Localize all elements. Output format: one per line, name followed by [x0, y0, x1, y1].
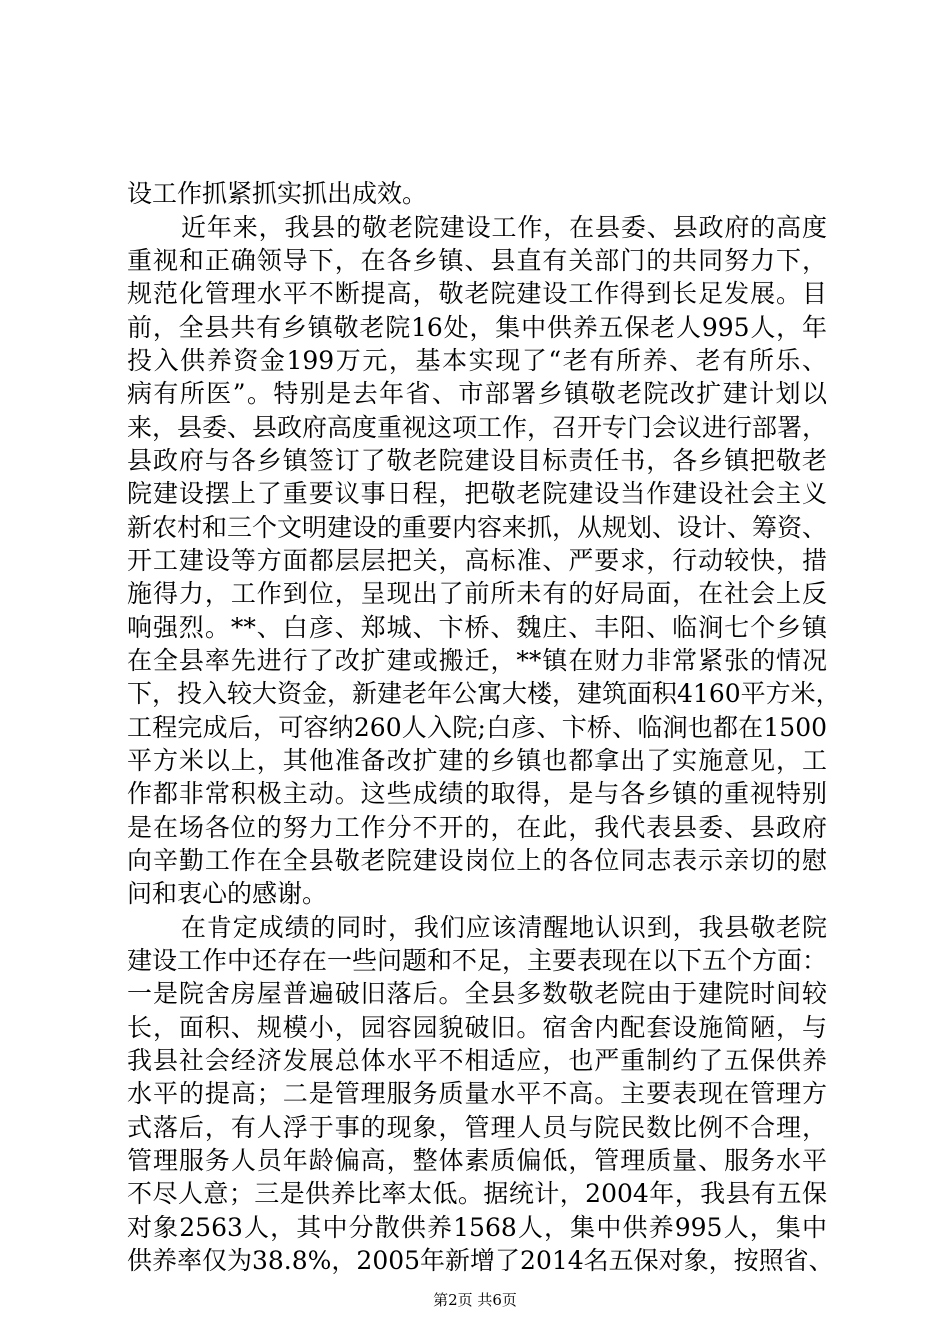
- text-line: 水平的提高；二是管理服务质量水平不高。主要表现在管理方: [127, 1079, 827, 1108]
- paragraph-first-line: 在肯定成绩的同时，我们应该清醒地认识到，我县敬老院: [181, 913, 827, 942]
- text-line: 设工作抓紧抓实抓出成效。: [127, 179, 428, 208]
- text-line: 平方米以上，其他准备改扩建的乡镇也都拿出了实施意见，工: [127, 746, 827, 775]
- text-line: 规范化管理水平不断提高，敬老院建设工作得到长足发展。目: [127, 279, 827, 308]
- text-line: 院建设摆上了重要议事日程，把敬老院建设当作建设社会主义: [127, 479, 827, 508]
- text-line: 式落后，有人浮于事的现象，管理人员与院民数比例不合理，: [127, 1113, 827, 1142]
- text-line: 作都非常积极主动。这些成绩的取得，是与各乡镇的重视特别: [127, 779, 827, 808]
- text-line: 重视和正确领导下，在各乡镇、县直有关部门的共同努力下，: [127, 246, 827, 275]
- page-number: 第2页 共6页: [433, 1291, 517, 1309]
- text-line: 施得力，工作到位，呈现出了前所未有的好局面，在社会上反: [127, 579, 827, 608]
- text-line: 供养率仅为38.8%，2005年新增了2014名五保对象，按照省、: [127, 1246, 834, 1275]
- text-line: 问和衷心的感谢。: [127, 879, 328, 908]
- text-line: 工程完成后，可容纳260人入院;白彦、卞桥、临涧也都在1500: [127, 713, 827, 742]
- text-line: 向辛勤工作在全县敬老院建设岗位上的各位同志表示亲切的慰: [127, 846, 827, 875]
- text-line: 前，全县共有乡镇敬老院16处，集中供养五保老人995人，年: [127, 313, 827, 342]
- text-line: 来，县委、县政府高度重视这项工作，召开专门会议进行部署，: [127, 413, 828, 442]
- text-line: 一是院舍房屋普遍破旧落后。全县多数敬老院由于建院时间较: [127, 979, 827, 1008]
- text-line: 开工建设等方面都层层把关，高标准、严要求，行动较快，措: [127, 546, 827, 575]
- text-line: 对象2563人，其中分散供养1568人，集中供养995人，集中: [127, 1213, 827, 1242]
- text-line: 管理服务人员年龄偏高，整体素质偏低，管理质量、服务水平: [127, 1146, 827, 1175]
- text-line: 在全县率先进行了改扩建或搬迁，**镇在财力非常紧张的情况: [127, 646, 827, 675]
- text-line: 县政府与各乡镇签订了敬老院建设目标责任书，各乡镇把敬老: [127, 446, 827, 475]
- text-line: 投入供养资金199万元，基本实现了“老有所养、老有所乐、: [127, 346, 827, 375]
- text-line: 病有所医”。特别是去年省、市部署乡镇敬老院改扩建计划以: [127, 379, 827, 408]
- text-line: 响强烈。**、白彦、郑城、卞桥、魏庄、丰阳、临涧七个乡镇: [127, 613, 827, 642]
- text-line: 建设工作中还存在一些问题和不足，主要表现在以下五个方面：: [127, 946, 828, 975]
- text-line: 不尽人意；三是供养比率太低。据统计，2004年，我县有五保: [127, 1179, 827, 1208]
- text-line: 我县社会经济发展总体水平不相适应，也严重制约了五保供养: [127, 1046, 827, 1075]
- text-line: 长，面积、规模小，园容园貌破旧。宿舍内配套设施简陋，与: [127, 1013, 827, 1042]
- paragraph-first-line: 近年来，我县的敬老院建设工作，在县委、县政府的高度: [181, 213, 827, 242]
- text-line: 新农村和三个文明建设的重要内容来抓，从规划、设计、筹资、: [127, 513, 828, 542]
- text-line: 下，投入较大资金，新建老年公寓大楼，建筑面积4160平方米，: [127, 679, 841, 708]
- text-line: 是在场各位的努力工作分不开的，在此，我代表县委、县政府: [127, 813, 827, 842]
